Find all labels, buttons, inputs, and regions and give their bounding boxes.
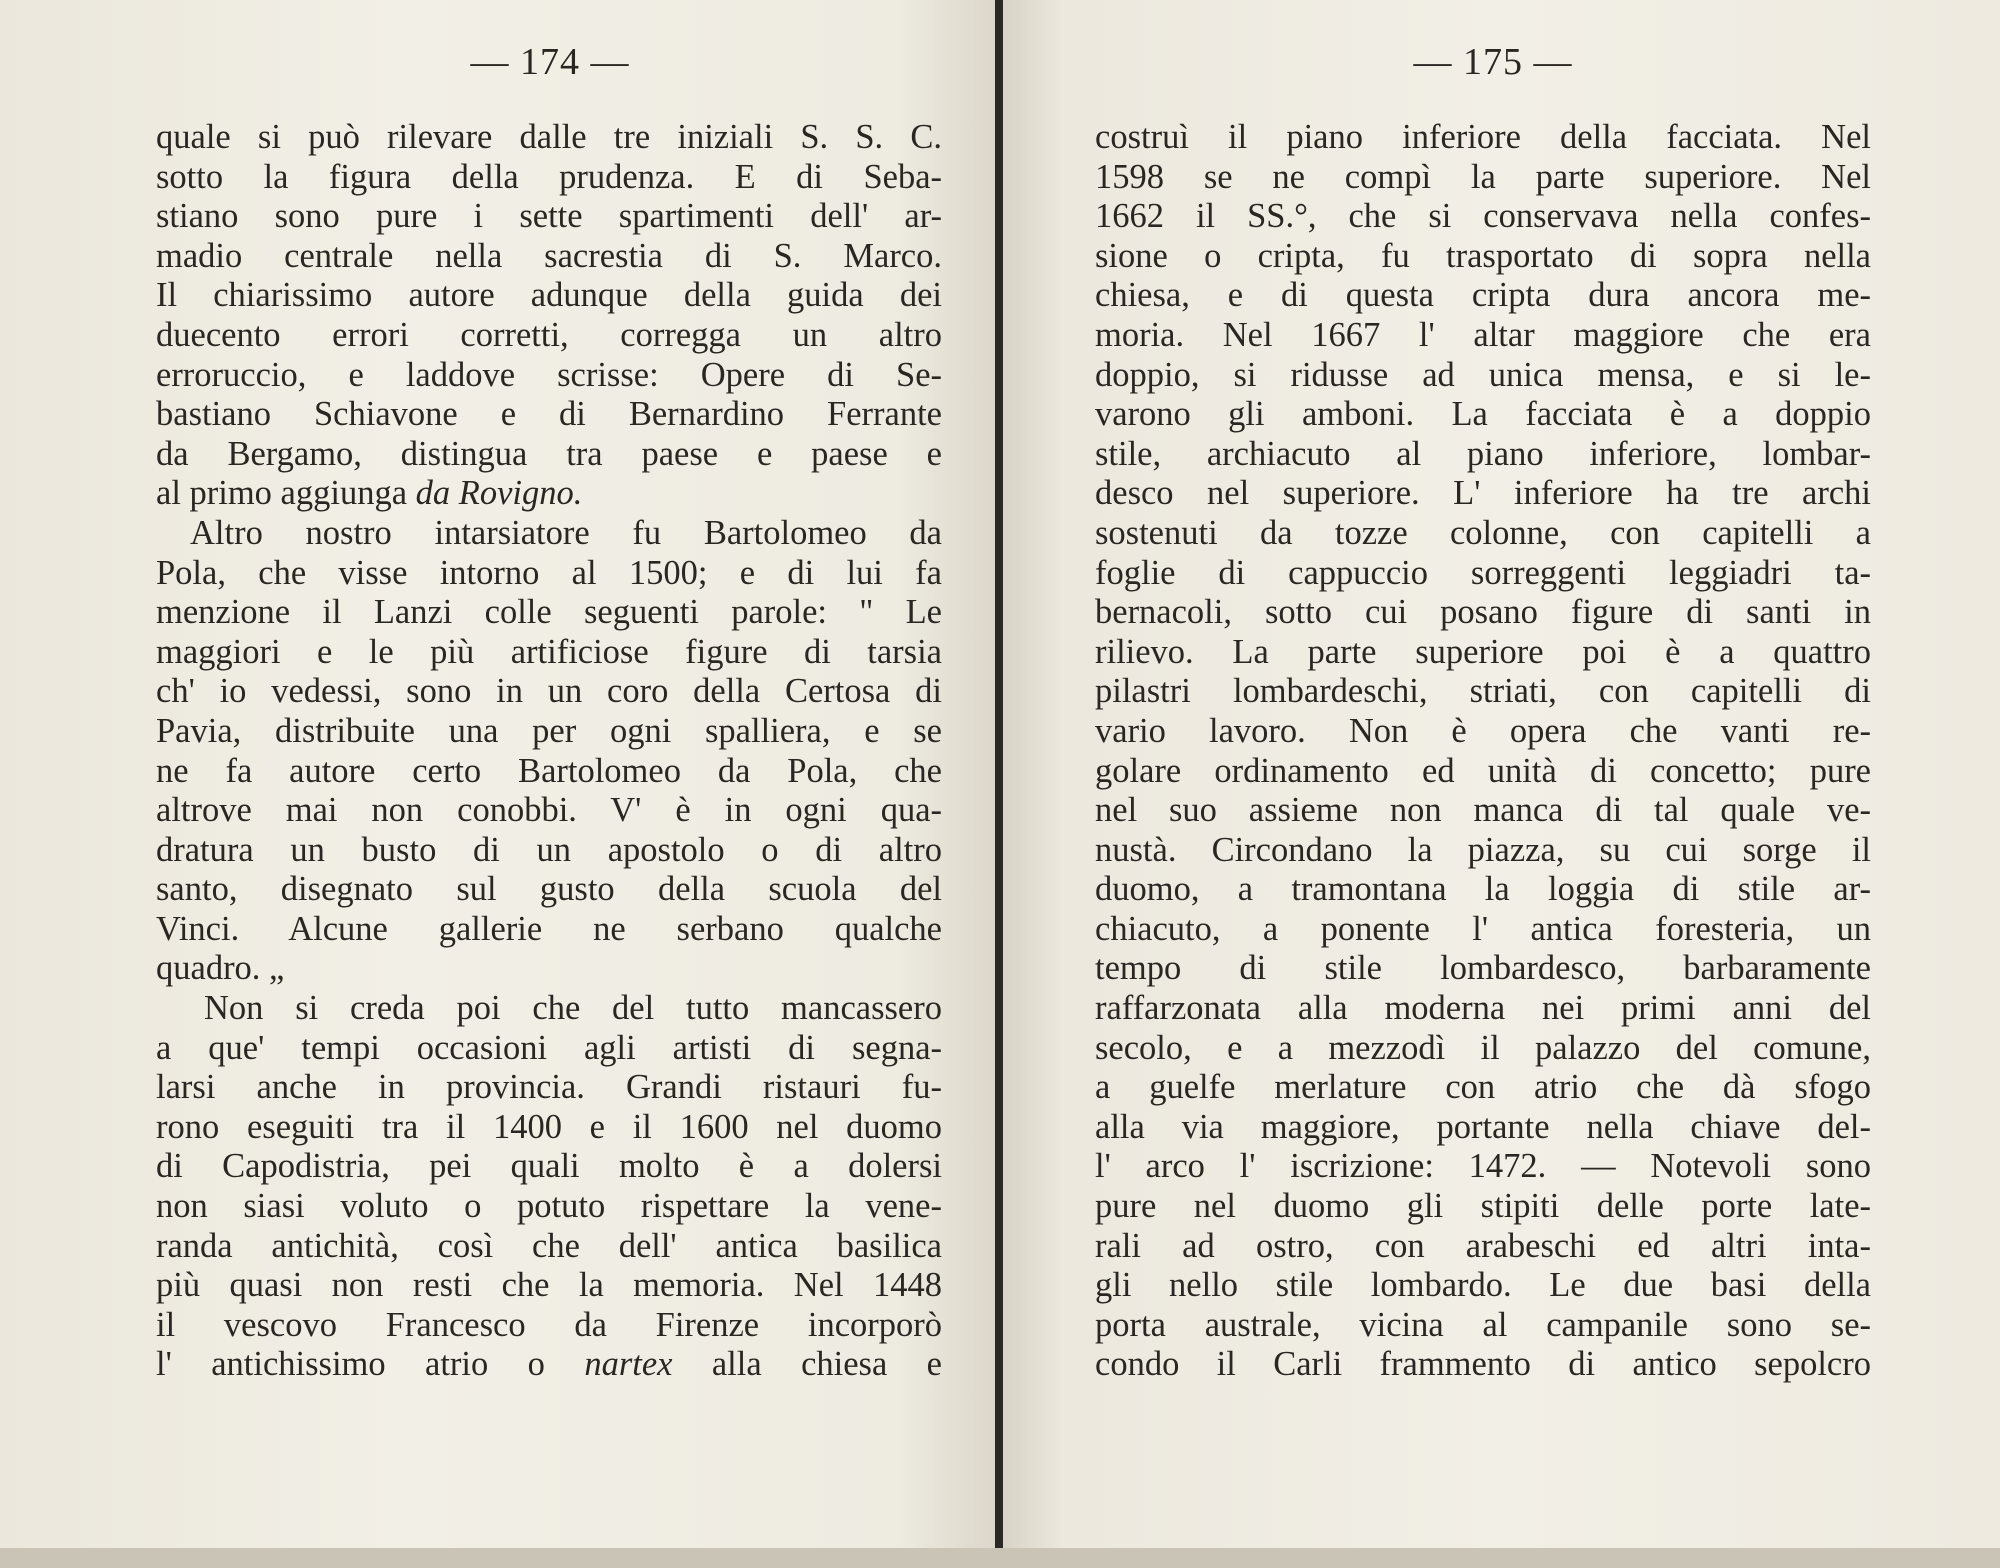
scan-bottom-edge — [0, 1548, 2000, 1568]
text-line: larsi anche in provincia. Grandi ristauri fu- — [156, 1068, 942, 1107]
text-line: rono eseguiti tra il 1400 e il 1600 nel duomo — [156, 1107, 942, 1146]
text-line: costruì il piano inferiore della facciata. Nel — [1095, 118, 1871, 156]
text-line: chiacuto, a ponente l' antica foresteria, un — [1095, 909, 1871, 948]
text-line: condo il Carli frammento di antico sepolcro — [1095, 1345, 1871, 1384]
text-line: stiano sono pure i sette spartimenti dell' ar- — [156, 197, 942, 236]
text-line: madio centrale nella sacrestia di S. Marco. — [156, 236, 942, 275]
text-line — [156, 1345, 942, 1385]
text-line: 1598 se ne compì la parte superiore. Nel — [1095, 157, 1871, 196]
text-line: menzione il Lanzi colle seguenti parole: " Le — [156, 593, 942, 632]
text-line: Pola, che visse intorno al 1500; e di lui fa — [156, 553, 942, 592]
text-line: pilastri lombardeschi, striati, con capitelli di — [1095, 672, 1871, 711]
right-page — [1003, 0, 2000, 1548]
page-text — [1095, 118, 1871, 1385]
text-line: da Bergamo, distingua tra paese e paese e — [156, 434, 942, 473]
italic-place-name: da Rovigno. — [415, 474, 583, 513]
text-line: Pavia, distribuite una per ogni spalliera, e se — [156, 711, 942, 750]
text-line: nel suo assieme non manca di tal quale ve- — [1095, 791, 1871, 830]
book-gutter — [995, 0, 1003, 1548]
text-line: sione o cripta, fu trasportato di sopra nella — [1095, 236, 1871, 275]
text-line: di Capodistria, pei quali molto è a dolersi — [156, 1147, 942, 1186]
text-line: duecento errori corretti, corregga un altro — [156, 315, 942, 354]
text-line: 1662 il SS.°, che si conservava nella confes- — [1095, 197, 1871, 236]
text-line: sotto la figura della prudenza. E di Seba- — [156, 157, 942, 196]
text-line: duomo, a tramontana la loggia di stile ar- — [1095, 870, 1871, 909]
text-fragment: l' antichissimo atrio o — [156, 1345, 585, 1384]
text-line: nustà. Circondano la piazza, su cui sorge il — [1095, 830, 1871, 869]
italic-term: nartex — [584, 1345, 673, 1384]
text-line: l' arco l' iscrizione: 1472. — Notevoli sono — [1095, 1147, 1871, 1186]
text-line: desco nel superiore. L' inferiore ha tre archi — [1095, 474, 1871, 513]
text-line: stile, archiacuto al piano inferiore, lombar- — [1095, 434, 1871, 473]
text-line: Il chiarissimo autore adunque della guida dei — [156, 276, 942, 315]
page-number: — 175 — — [1413, 41, 1573, 83]
text-line: sostenuti da tozze colonne, con capitelli a — [1095, 513, 1871, 552]
text-line: Non si creda poi che del tutto mancassero — [204, 989, 942, 1028]
left-page — [0, 0, 995, 1548]
text-line: santo, disegnato sul gusto della scuola del — [156, 870, 942, 909]
text-line: gli nello stile lombardo. Le due basi della — [1095, 1266, 1871, 1305]
text-line: altrove mai non conobbi. V' è in ogni qua- — [156, 791, 942, 830]
text-line: foglie di cappuccio sorreggenti leggiadri ta- — [1095, 553, 1871, 592]
text-line: doppio, si ridusse ad unica mensa, e si le- — [1095, 355, 1871, 394]
page-text — [156, 118, 942, 1385]
text-line: vario lavoro. Non è opera che vanti re- — [1095, 711, 1871, 750]
text-line: quale si può rilevare dalle tre iniziali S. S. C. — [156, 118, 942, 156]
text-line: erroruccio, e laddove scrisse: Opere di Se- — [156, 355, 942, 394]
text-line: alla via maggiore, portante nella chiave del- — [1095, 1107, 1871, 1146]
text-line: quadro. „ — [156, 949, 285, 988]
text-line: dratura un busto di un apostolo o di altro — [156, 830, 942, 869]
text-line: rali ad ostro, con arabeschi ed altri inta- — [1095, 1226, 1871, 1265]
text-line: varono gli amboni. La facciata è a doppio — [1095, 395, 1871, 434]
text-line: maggiori e le più artificiose figure di tarsia — [156, 632, 942, 671]
text-line: ch' io vedessi, sono in un coro della Certosa di — [156, 672, 942, 711]
text-line — [156, 474, 942, 514]
text-line: bastiano Schiavone e di Bernardino Ferrante — [156, 395, 942, 434]
text-line: raffarzonata alla moderna nei primi anni del — [1095, 989, 1871, 1028]
text-line: a guelfe merlature con atrio che dà sfogo — [1095, 1068, 1871, 1107]
text-line: bernacoli, sotto cui posano figure di santi in — [1095, 593, 1871, 632]
page-number: — 174 — — [470, 41, 630, 83]
text-line: non siasi voluto o potuto rispettare la vene- — [156, 1187, 942, 1226]
text-line: a que' tempi occasioni agli artisti di segna- — [156, 1028, 942, 1067]
text-line: secolo, e a mezzodì il palazzo del comune, — [1095, 1028, 1871, 1067]
text-line: tempo di stile lombardesco, barbaramente — [1095, 949, 1871, 988]
text-line: Vinci. Alcune gallerie ne serbano qualche — [156, 909, 942, 948]
text-line: golare ordinamento ed unità di concetto; pure — [1095, 751, 1871, 790]
text-line: moria. Nel 1667 l' altar maggiore che era — [1095, 315, 1871, 354]
text-line: chiesa, e di questa cripta dura ancora me- — [1095, 276, 1871, 315]
text-line: rilievo. La parte superiore poi è a quattro — [1095, 632, 1871, 671]
text-line: pure nel duomo gli stipiti delle porte late- — [1095, 1187, 1871, 1226]
text-line: randa antichità, così che dell' antica basilica — [156, 1226, 942, 1265]
text-fragment: alla chiesa e — [672, 1345, 942, 1384]
text-line: porta australe, vicina al campanile sono se- — [1095, 1305, 1871, 1344]
text-fragment: al primo aggiunga — [156, 474, 416, 513]
text-line: il vescovo Francesco da Firenze incorporò — [156, 1305, 942, 1344]
text-line: più quasi non resti che la memoria. Nel 1448 — [156, 1266, 942, 1305]
text-line: ne fa autore certo Bartolomeo da Pola, che — [156, 751, 942, 790]
text-line: Altro nostro intarsiatore fu Bartolomeo da — [190, 513, 942, 552]
